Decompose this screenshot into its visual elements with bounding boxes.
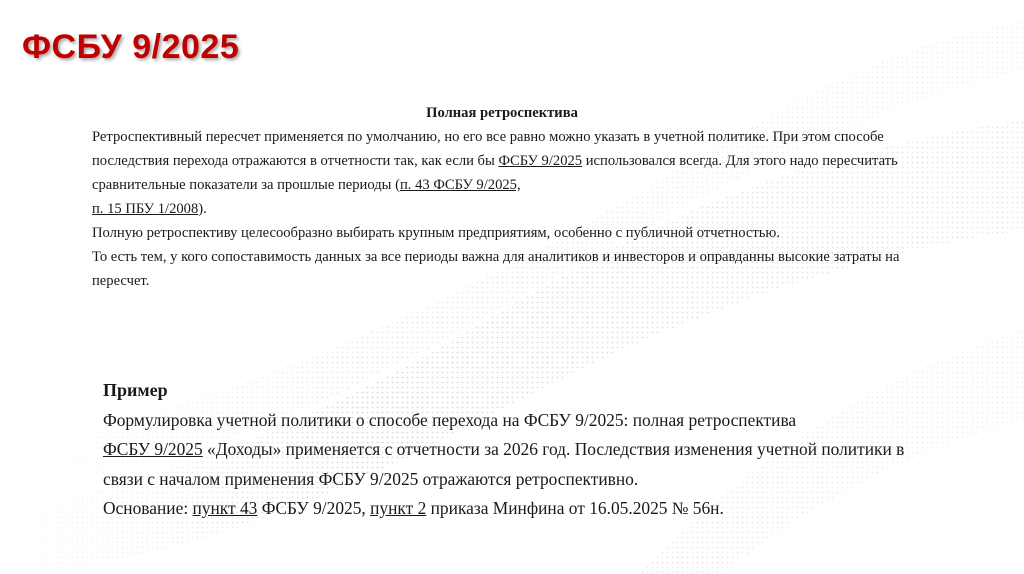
link-p43-fsbu[interactable]: п. 43 ФСБУ 9/2025, [399, 177, 521, 193]
slide-title: ФСБУ 9/2025 [22, 28, 240, 66]
example-policy-detail [103, 435, 913, 494]
section-heading: Полная ретроспектива [426, 105, 578, 121]
link-punkt-43[interactable]: пункт 43 [192, 498, 258, 518]
example-policy-wording: Формулировка учетной политики о способе перехода на ФСБУ 9/2025: полная ретроспектива [103, 409, 797, 430]
example-basis [103, 494, 913, 524]
text-fragment: использовался всегда. Для этого надо пересчитать сравнительные показатели за прошлые периоды ( [92, 153, 898, 193]
text-fragment: Основание: [103, 498, 193, 518]
text-fragment: ). [198, 201, 207, 217]
paragraph-comparability: То есть тем, у кого сопоставимость данных за все периоды важна для аналитиков и инвесторов и оправданны высокие затраты на пересчет. [92, 249, 900, 289]
paragraph-recommendation: Полную ретроспективу целесообразно выбирать крупным предприятиям, особенно с публичной отчетностью. [92, 225, 780, 241]
link-fsbu-9-2025-example[interactable]: ФСБУ 9/2025 [103, 439, 203, 459]
text-fragment: ФСБУ 9/2025, [257, 498, 371, 518]
retrospective-section [92, 101, 912, 293]
example-section [103, 376, 913, 524]
paragraph-retrospective-default [92, 125, 912, 221]
link-p15-pbu[interactable]: п. 15 ПБУ 1/2008 [92, 201, 199, 217]
example-heading: Пример [103, 380, 168, 400]
text-fragment: приказа Минфина от 16.05.2025 № 56н. [426, 498, 724, 518]
link-fsbu-9-2025[interactable]: ФСБУ 9/2025 [498, 153, 583, 169]
text-fragment: «Доходы» применяется с отчетности за 2026 год. Последствия изменения учетной политики в связи с началом применения ФСБУ 9/2025 отражаются ретроспективно. [103, 439, 905, 489]
text-fragment: Ретроспективный пересчет применяется по умолчанию, но его все равно можно указать в учетной политике. При этом способе последствия перехода отражаются в отчетности так, как если бы [92, 129, 884, 169]
link-punkt-2[interactable]: пункт 2 [370, 498, 427, 518]
